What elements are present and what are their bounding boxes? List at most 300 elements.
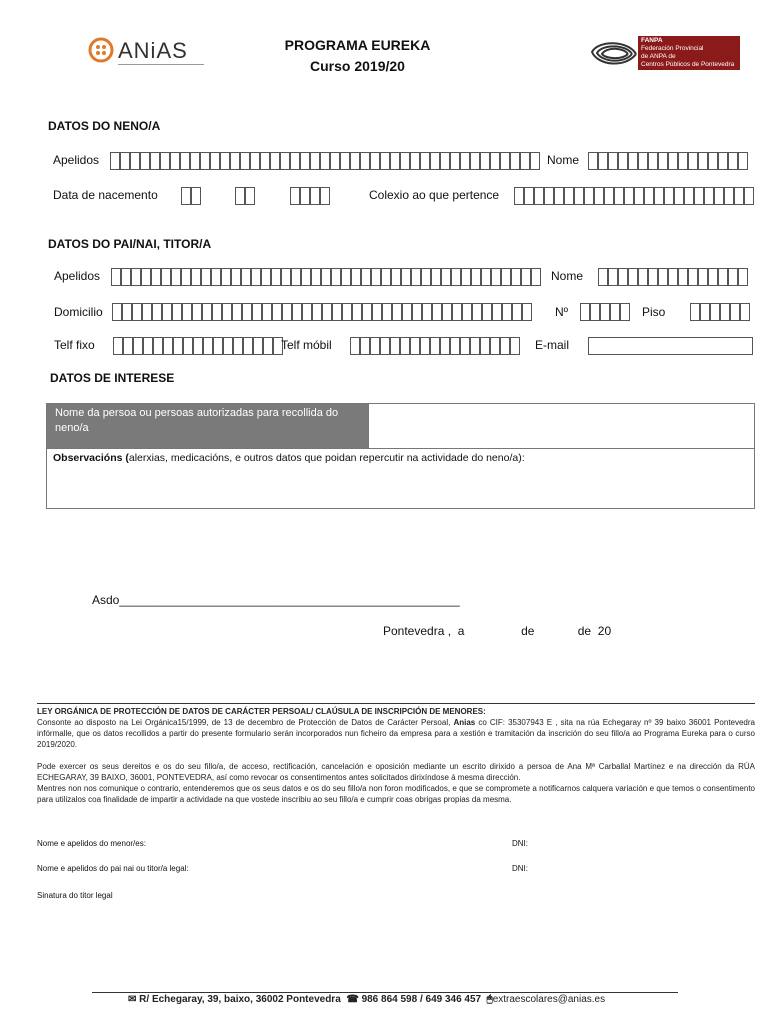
char-box[interactable] bbox=[510, 152, 520, 170]
char-box[interactable] bbox=[610, 303, 620, 321]
char-box[interactable] bbox=[728, 268, 738, 286]
char-box[interactable] bbox=[332, 303, 342, 321]
char-box[interactable] bbox=[462, 303, 472, 321]
char-box[interactable] bbox=[708, 268, 718, 286]
char-box[interactable] bbox=[441, 268, 451, 286]
char-box[interactable] bbox=[440, 152, 450, 170]
char-box[interactable] bbox=[704, 187, 714, 205]
child-section-title: DATOS DO NENO/A bbox=[48, 119, 161, 133]
envelope-icon: ✉ bbox=[128, 994, 140, 1005]
char-box[interactable] bbox=[734, 187, 744, 205]
char-box[interactable] bbox=[320, 187, 330, 205]
char-box[interactable] bbox=[450, 152, 460, 170]
char-box[interactable] bbox=[440, 337, 450, 355]
char-box[interactable] bbox=[320, 152, 330, 170]
char-box[interactable] bbox=[211, 268, 221, 286]
char-box[interactable] bbox=[628, 152, 638, 170]
fanpa-logo-line: Centros Públicos de Pontevedra bbox=[641, 61, 735, 68]
char-box[interactable] bbox=[190, 152, 200, 170]
char-box[interactable] bbox=[472, 303, 482, 321]
char-box[interactable] bbox=[150, 152, 160, 170]
char-box[interactable] bbox=[614, 187, 624, 205]
child-birth-year-field[interactable] bbox=[290, 187, 330, 205]
char-box[interactable] bbox=[391, 268, 401, 286]
authorized-persons-text: Nome da persoa ou persoas autorizadas para recollida do neno/a bbox=[55, 407, 339, 434]
char-box[interactable] bbox=[674, 187, 684, 205]
legal-paragraph-3: Mentres non nos comunique o contrario, entenderemos que os seus datos e os do seu fillo/a non foron modificados, e que se compromete a notificarnos calquera variación e que temos o consentimento para utilizalos coa finalidade de impartir a actividade na que vostede inscribiu ao seu fillo/a e cumprir coas obrigas propias da mesma. bbox=[37, 784, 755, 804]
char-box[interactable] bbox=[201, 268, 211, 286]
char-box[interactable] bbox=[490, 152, 500, 170]
char-box[interactable] bbox=[648, 152, 658, 170]
fanpa-swirl-icon bbox=[588, 38, 638, 70]
char-box[interactable] bbox=[710, 303, 720, 321]
child-school-field[interactable] bbox=[514, 187, 754, 205]
char-box[interactable] bbox=[410, 152, 420, 170]
minor-dni-label: DNI: bbox=[512, 839, 528, 848]
char-box[interactable] bbox=[530, 152, 540, 170]
char-box[interactable] bbox=[402, 303, 412, 321]
parent-section-title: DATOS DO PAI/NAI, TITOR/A bbox=[48, 237, 212, 251]
char-box[interactable] bbox=[514, 187, 524, 205]
char-box[interactable] bbox=[598, 152, 608, 170]
char-box[interactable] bbox=[502, 303, 512, 321]
char-box[interactable] bbox=[524, 187, 534, 205]
char-box[interactable] bbox=[362, 303, 372, 321]
char-box[interactable] bbox=[220, 152, 230, 170]
char-box[interactable] bbox=[618, 152, 628, 170]
char-box[interactable] bbox=[111, 268, 121, 286]
char-box[interactable] bbox=[223, 337, 233, 355]
child-name-field[interactable] bbox=[588, 152, 748, 170]
char-box[interactable] bbox=[253, 337, 263, 355]
char-box[interactable] bbox=[718, 268, 728, 286]
char-box[interactable] bbox=[380, 152, 390, 170]
fanpa-logo-line: de ANPA de bbox=[641, 53, 676, 60]
char-box[interactable] bbox=[280, 152, 290, 170]
char-box[interactable] bbox=[290, 187, 300, 205]
char-box[interactable] bbox=[213, 337, 223, 355]
interest-section-title: DATOS DE INTERESE bbox=[50, 371, 175, 385]
char-box[interactable] bbox=[230, 152, 240, 170]
char-box[interactable] bbox=[431, 268, 441, 286]
char-box[interactable] bbox=[300, 152, 310, 170]
char-box[interactable] bbox=[638, 268, 648, 286]
char-box[interactable] bbox=[718, 152, 728, 170]
char-box[interactable] bbox=[668, 268, 678, 286]
char-box[interactable] bbox=[390, 152, 400, 170]
parent-email-label: E-mail bbox=[535, 338, 570, 352]
char-box[interactable] bbox=[700, 303, 710, 321]
char-box[interactable] bbox=[490, 337, 500, 355]
char-box[interactable] bbox=[690, 303, 700, 321]
parent-name-field[interactable] bbox=[598, 268, 748, 286]
parent-floor-label: Piso bbox=[642, 305, 666, 319]
char-box[interactable] bbox=[240, 152, 250, 170]
child-surname-field[interactable] bbox=[110, 152, 540, 170]
char-box[interactable] bbox=[594, 187, 604, 205]
char-box[interactable] bbox=[112, 303, 122, 321]
char-box[interactable] bbox=[664, 187, 674, 205]
char-box[interactable] bbox=[620, 303, 630, 321]
char-box[interactable] bbox=[372, 303, 382, 321]
parent-address-field[interactable] bbox=[112, 303, 532, 321]
char-box[interactable] bbox=[340, 152, 350, 170]
char-box[interactable] bbox=[361, 268, 371, 286]
char-box[interactable] bbox=[634, 187, 644, 205]
char-box[interactable] bbox=[432, 303, 442, 321]
parent-surname-field[interactable] bbox=[111, 268, 541, 286]
char-box[interactable] bbox=[330, 152, 340, 170]
legal-p1-anias: Anias bbox=[453, 718, 476, 727]
char-box[interactable] bbox=[311, 268, 321, 286]
char-box[interactable] bbox=[600, 303, 610, 321]
char-box[interactable] bbox=[512, 303, 522, 321]
char-box[interactable] bbox=[133, 337, 143, 355]
char-box[interactable] bbox=[141, 268, 151, 286]
char-box[interactable] bbox=[648, 268, 658, 286]
char-box[interactable] bbox=[564, 187, 574, 205]
char-box[interactable] bbox=[371, 268, 381, 286]
char-box[interactable] bbox=[694, 187, 704, 205]
char-box[interactable] bbox=[688, 268, 698, 286]
char-box[interactable] bbox=[233, 337, 243, 355]
parent-address-label: Domicilio bbox=[54, 305, 103, 319]
char-box[interactable] bbox=[522, 303, 532, 321]
parent-mobile-field[interactable] bbox=[350, 337, 520, 355]
char-box[interactable] bbox=[724, 187, 734, 205]
char-box[interactable] bbox=[272, 303, 282, 321]
char-box[interactable] bbox=[160, 152, 170, 170]
char-box[interactable] bbox=[624, 187, 634, 205]
char-box[interactable] bbox=[678, 152, 688, 170]
char-box[interactable] bbox=[382, 303, 392, 321]
char-box[interactable] bbox=[200, 152, 210, 170]
interest-table bbox=[46, 403, 755, 509]
char-box[interactable] bbox=[181, 187, 191, 205]
char-box[interactable] bbox=[241, 268, 251, 286]
char-box[interactable] bbox=[113, 337, 123, 355]
char-box[interactable] bbox=[608, 152, 618, 170]
char-box[interactable] bbox=[183, 337, 193, 355]
char-box[interactable] bbox=[360, 337, 370, 355]
char-box[interactable] bbox=[193, 337, 203, 355]
child-name-label: Nome bbox=[547, 153, 580, 167]
char-box[interactable] bbox=[400, 337, 410, 355]
char-box[interactable] bbox=[250, 152, 260, 170]
char-box[interactable] bbox=[460, 152, 470, 170]
observations-label-bold: Observacións ( bbox=[53, 452, 129, 464]
char-box[interactable] bbox=[720, 303, 730, 321]
authorized-persons-field[interactable] bbox=[368, 404, 755, 448]
char-box[interactable] bbox=[243, 337, 253, 355]
mouse-icon: 🖱 bbox=[483, 994, 493, 1005]
char-box[interactable] bbox=[380, 337, 390, 355]
char-box[interactable] bbox=[121, 268, 131, 286]
char-box[interactable] bbox=[270, 152, 280, 170]
char-box[interactable] bbox=[708, 152, 718, 170]
char-box[interactable] bbox=[730, 303, 740, 321]
char-box[interactable] bbox=[461, 268, 471, 286]
char-box[interactable] bbox=[172, 303, 182, 321]
phone-icon: ☎ bbox=[343, 994, 362, 1005]
legal-guardian-label: Nome e apelidos do pai nai ou titor/a legal: bbox=[37, 864, 189, 873]
char-box[interactable] bbox=[688, 152, 698, 170]
char-box[interactable] bbox=[342, 303, 352, 321]
char-box[interactable] bbox=[370, 152, 380, 170]
char-box[interactable] bbox=[271, 268, 281, 286]
child-surname-label: Apelidos bbox=[53, 153, 100, 167]
char-box[interactable] bbox=[140, 152, 150, 170]
legal-block bbox=[37, 706, 755, 805]
char-box[interactable] bbox=[534, 187, 544, 205]
fanpa-logo-line: Federación Provincial bbox=[641, 45, 704, 52]
char-box[interactable] bbox=[181, 268, 191, 286]
char-box[interactable] bbox=[604, 187, 614, 205]
char-box[interactable] bbox=[491, 268, 501, 286]
minor-name-label: Nome e apelidos do menor/es: bbox=[37, 839, 146, 848]
char-box[interactable] bbox=[658, 152, 668, 170]
char-box[interactable] bbox=[151, 268, 161, 286]
footer bbox=[128, 994, 605, 1005]
char-box[interactable] bbox=[554, 187, 564, 205]
char-box[interactable] bbox=[470, 337, 480, 355]
char-box[interactable] bbox=[202, 303, 212, 321]
parent-name-label: Nome bbox=[551, 269, 584, 283]
char-box[interactable] bbox=[281, 268, 291, 286]
legal-paragraph-1 bbox=[37, 717, 755, 750]
char-box[interactable] bbox=[142, 303, 152, 321]
legal-heading: LEY ORGÁNICA DE PROTECCIÓN DE DATOS DE CARÁCTER PERSOAL/ CLAÚSULA DE INSCRIPCIÓN DE MENORES: bbox=[37, 707, 486, 716]
char-box[interactable] bbox=[421, 268, 431, 286]
char-box[interactable] bbox=[618, 268, 628, 286]
char-box[interactable] bbox=[644, 187, 654, 205]
fanpa-logo-line: FANPA bbox=[641, 37, 663, 44]
char-box[interactable] bbox=[430, 152, 440, 170]
char-box[interactable] bbox=[143, 337, 153, 355]
char-box[interactable] bbox=[480, 337, 490, 355]
footer-email: extraescolares@anias.es bbox=[492, 994, 606, 1005]
char-box[interactable] bbox=[260, 152, 270, 170]
char-box[interactable] bbox=[153, 337, 163, 355]
char-box[interactable] bbox=[481, 268, 491, 286]
char-box[interactable] bbox=[122, 303, 132, 321]
char-box[interactable] bbox=[698, 268, 708, 286]
authorized-persons-label bbox=[47, 404, 368, 448]
char-box[interactable] bbox=[698, 152, 708, 170]
char-box[interactable] bbox=[180, 152, 190, 170]
char-box[interactable] bbox=[312, 303, 322, 321]
char-box[interactable] bbox=[500, 337, 510, 355]
char-box[interactable] bbox=[480, 152, 490, 170]
char-box[interactable] bbox=[262, 303, 272, 321]
char-box[interactable] bbox=[130, 152, 140, 170]
char-box[interactable] bbox=[584, 187, 594, 205]
char-box[interactable] bbox=[163, 337, 173, 355]
char-box[interactable] bbox=[668, 152, 678, 170]
char-box[interactable] bbox=[492, 303, 502, 321]
char-box[interactable] bbox=[521, 268, 531, 286]
char-box[interactable] bbox=[170, 152, 180, 170]
char-box[interactable] bbox=[120, 152, 130, 170]
char-box[interactable] bbox=[658, 268, 668, 286]
legal-p1-c: co CIF: 35307943 E , sita na rúa Echegaray nº 39 baixo 36001 Pontevedra infórmalle, que os datos recollidos a partir do presente formulario serán incorporados nun ficheiro da empresa para a xestión e tramitación da inscrición do seu fillo/a ao Programa Eureka para o curso 2019/2020. bbox=[37, 718, 755, 749]
observations-field[interactable] bbox=[53, 452, 525, 464]
char-box[interactable] bbox=[302, 303, 312, 321]
char-box[interactable] bbox=[251, 268, 261, 286]
char-box[interactable] bbox=[300, 187, 310, 205]
char-box[interactable] bbox=[430, 337, 440, 355]
char-box[interactable] bbox=[451, 268, 461, 286]
char-box[interactable] bbox=[252, 303, 262, 321]
parent-number-label: Nº bbox=[555, 305, 569, 319]
char-box[interactable] bbox=[222, 303, 232, 321]
char-box[interactable] bbox=[173, 337, 183, 355]
child-birthdate-label: Data de nacemento bbox=[53, 188, 158, 202]
char-box[interactable] bbox=[261, 268, 271, 286]
char-box[interactable] bbox=[501, 268, 511, 286]
char-box[interactable] bbox=[132, 303, 142, 321]
parent-phone-label: Telf fixo bbox=[54, 338, 95, 352]
char-box[interactable] bbox=[590, 303, 600, 321]
char-box[interactable] bbox=[191, 268, 201, 286]
char-box[interactable] bbox=[678, 268, 688, 286]
char-box[interactable] bbox=[192, 303, 202, 321]
char-box[interactable] bbox=[162, 303, 172, 321]
guardian-dni-label: DNI: bbox=[512, 864, 528, 873]
char-box[interactable] bbox=[171, 268, 181, 286]
char-box[interactable] bbox=[744, 187, 754, 205]
char-box[interactable] bbox=[401, 268, 411, 286]
char-box[interactable] bbox=[608, 268, 618, 286]
char-box[interactable] bbox=[684, 187, 694, 205]
char-box[interactable] bbox=[291, 268, 301, 286]
footer-address: R/ Echegaray, 39, baixo, 36002 Pontevedra bbox=[139, 994, 341, 1005]
char-box[interactable] bbox=[282, 303, 292, 321]
legal-p1-a: Consonte ao disposto na Lei Orgánica15/1999, de 13 de decembro de Protección de Datos de Carácter Persoal, bbox=[37, 718, 454, 727]
char-box[interactable] bbox=[292, 303, 302, 321]
char-box[interactable] bbox=[350, 152, 360, 170]
char-box[interactable] bbox=[574, 187, 584, 205]
char-box[interactable] bbox=[450, 337, 460, 355]
legal-paragraph-2: Pode exercer os seus dereitos e os do seu fillo/a, de acceso, rectificación, cancelación e oposición mediante un escrito dirixido a persoa de Ana Mª Carballal Martínez e na dirección da RÚA ECHEGARAY, 39 BAIXO, 36001, PONTEVEDRA, así como revocar os consentimentos antes solicitados dirixíndose á mesma dirección. bbox=[37, 762, 755, 782]
char-box[interactable] bbox=[500, 152, 510, 170]
char-box[interactable] bbox=[420, 337, 430, 355]
char-box[interactable] bbox=[638, 152, 648, 170]
char-box[interactable] bbox=[470, 152, 480, 170]
char-box[interactable] bbox=[110, 152, 120, 170]
child-birth-day-field[interactable] bbox=[181, 187, 201, 205]
char-box[interactable] bbox=[740, 303, 750, 321]
char-box[interactable] bbox=[263, 337, 273, 355]
char-box[interactable] bbox=[245, 187, 255, 205]
char-box[interactable] bbox=[235, 187, 245, 205]
char-box[interactable] bbox=[351, 268, 361, 286]
char-box[interactable] bbox=[221, 268, 231, 286]
char-box[interactable] bbox=[350, 337, 360, 355]
char-box[interactable] bbox=[410, 337, 420, 355]
char-box[interactable] bbox=[152, 303, 162, 321]
char-box[interactable] bbox=[321, 268, 331, 286]
char-box[interactable] bbox=[544, 187, 554, 205]
char-box[interactable] bbox=[471, 268, 481, 286]
char-box[interactable] bbox=[460, 337, 470, 355]
anias-logo-text: ANiAS bbox=[118, 38, 188, 63]
char-box[interactable] bbox=[231, 268, 241, 286]
char-box[interactable] bbox=[392, 303, 402, 321]
char-box[interactable] bbox=[360, 152, 370, 170]
char-box[interactable] bbox=[242, 303, 252, 321]
char-box[interactable] bbox=[210, 152, 220, 170]
guardian-signature-label: Sinatura do titor legal bbox=[37, 891, 113, 900]
char-box[interactable] bbox=[482, 303, 492, 321]
char-box[interactable] bbox=[131, 268, 141, 286]
child-school-label: Colexio ao que pertence bbox=[369, 188, 500, 202]
char-box[interactable] bbox=[203, 337, 213, 355]
char-box[interactable] bbox=[310, 187, 320, 205]
char-box[interactable] bbox=[738, 152, 748, 170]
char-box[interactable] bbox=[654, 187, 664, 205]
parent-surname-label: Apelidos bbox=[54, 269, 101, 283]
place-date-line: Pontevedra , a de de 20 bbox=[383, 624, 612, 638]
char-box[interactable] bbox=[341, 268, 351, 286]
char-box[interactable] bbox=[738, 268, 748, 286]
char-box[interactable] bbox=[352, 303, 362, 321]
parent-floor-field[interactable] bbox=[690, 303, 750, 321]
observations-label: alerxias, medicacións, e outros datos que poidan repercutir na actividade do neno/a): bbox=[128, 452, 525, 464]
char-box[interactable] bbox=[370, 337, 380, 355]
char-box[interactable] bbox=[191, 187, 201, 205]
char-box[interactable] bbox=[232, 303, 242, 321]
parent-mobile-label: Telf móbil bbox=[281, 338, 332, 352]
char-box[interactable] bbox=[511, 268, 521, 286]
char-box[interactable] bbox=[310, 152, 320, 170]
char-box[interactable] bbox=[510, 337, 520, 355]
char-box[interactable] bbox=[728, 152, 738, 170]
char-box[interactable] bbox=[580, 303, 590, 321]
fanpa-logo bbox=[588, 36, 740, 72]
char-box[interactable] bbox=[411, 268, 421, 286]
char-box[interactable] bbox=[182, 303, 192, 321]
child-birth-month-field[interactable] bbox=[235, 187, 255, 205]
page-subtitle: Curso 2019/20 bbox=[310, 58, 405, 74]
char-box[interactable] bbox=[714, 187, 724, 205]
char-box[interactable] bbox=[390, 337, 400, 355]
char-box[interactable] bbox=[452, 303, 462, 321]
char-box[interactable] bbox=[628, 268, 638, 286]
char-box[interactable] bbox=[381, 268, 391, 286]
signature-line: Asdo___________________________________________________ bbox=[92, 593, 460, 607]
char-box[interactable] bbox=[412, 303, 422, 321]
parent-phone-field[interactable] bbox=[113, 337, 283, 355]
parent-email-field[interactable] bbox=[588, 337, 753, 355]
char-box[interactable] bbox=[400, 152, 410, 170]
char-box[interactable] bbox=[123, 337, 133, 355]
char-box[interactable] bbox=[212, 303, 222, 321]
char-box[interactable] bbox=[331, 268, 341, 286]
char-box[interactable] bbox=[422, 303, 432, 321]
char-box[interactable] bbox=[290, 152, 300, 170]
char-box[interactable] bbox=[420, 152, 430, 170]
char-box[interactable] bbox=[301, 268, 311, 286]
char-box[interactable] bbox=[442, 303, 452, 321]
char-box[interactable] bbox=[161, 268, 171, 286]
char-box[interactable] bbox=[588, 152, 598, 170]
char-box[interactable] bbox=[598, 268, 608, 286]
char-box[interactable] bbox=[531, 268, 541, 286]
char-box[interactable] bbox=[322, 303, 332, 321]
parent-number-field[interactable] bbox=[580, 303, 630, 321]
char-box[interactable] bbox=[520, 152, 530, 170]
